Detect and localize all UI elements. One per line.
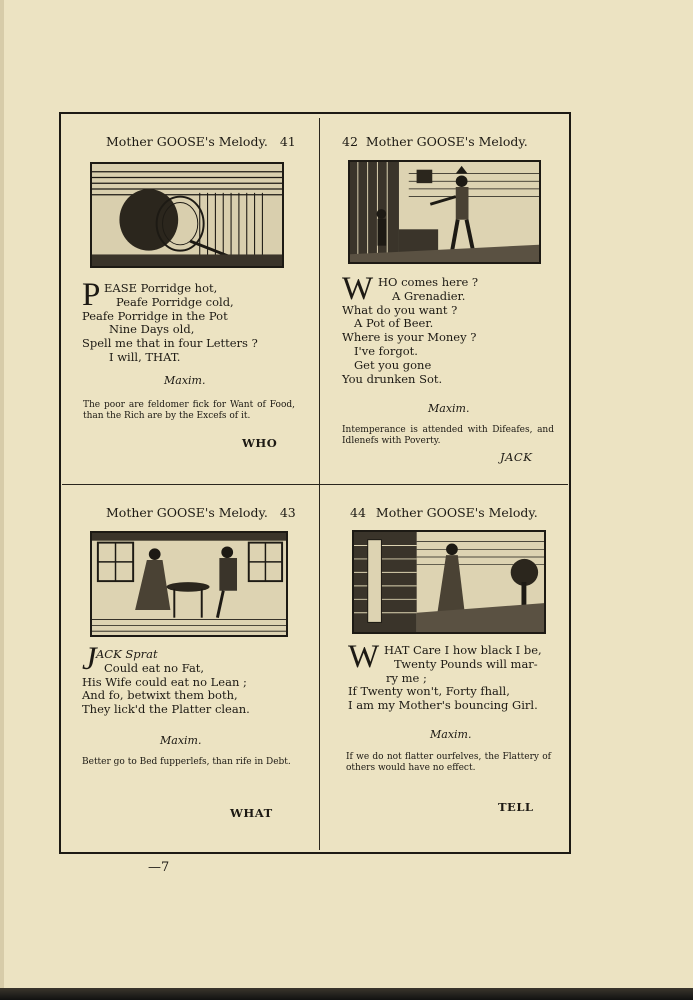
- header-title: Mother GOOSE's Melody.: [365, 134, 528, 149]
- drop-cap: P: [82, 277, 101, 313]
- verse-line: Could eat no Fat,: [104, 660, 205, 675]
- verse-line: His Wife could eat no Lean ;: [82, 674, 247, 689]
- running-header: [106, 134, 296, 149]
- page-number-42: 42: [342, 134, 358, 149]
- page-number-43: 43: [279, 505, 296, 520]
- verse-line: I will, THAT.: [109, 349, 181, 364]
- running-header: [106, 505, 296, 520]
- drop-cap: W: [348, 639, 380, 675]
- verse-line: They lick'd the Platter clean.: [82, 702, 250, 717]
- maxim-title: Maxim.: [164, 374, 206, 387]
- drop-cap: J: [82, 641, 97, 677]
- verse-line: Where is your Money ?: [342, 330, 477, 345]
- verse-line: Get you gone: [354, 357, 432, 372]
- verse-line: Nine Days old,: [109, 322, 195, 337]
- verse-line: You drunken Sot.: [342, 371, 443, 386]
- sheet-number: —7: [148, 860, 170, 875]
- verse-line: Peafe Porridge cold,: [116, 294, 234, 309]
- page-number-44: 44: [350, 505, 366, 520]
- verse-line: What do you want ?: [342, 302, 458, 317]
- page-number-41: 41: [279, 134, 296, 149]
- verse-line: And fo, betwixt them both,: [82, 688, 238, 703]
- page-bottom-edge: [0, 988, 693, 1000]
- verse-line: Peafe Porridge in the Pot: [82, 308, 228, 323]
- verse-line: Twenty Pounds will mar-: [394, 656, 538, 671]
- catchword: JACK: [500, 450, 533, 464]
- verse-line: EASE Porridge hot,: [104, 281, 218, 295]
- running-header: [342, 134, 528, 149]
- verse-line: I've forgot.: [354, 343, 418, 358]
- verse-line: A Grenadier.: [392, 288, 466, 303]
- woodcut-porridge-pot: [90, 162, 284, 268]
- maxim-text: Intemperance is attended with Difeafes, and Idlenefs with Poverty.: [342, 425, 554, 446]
- verse: [82, 277, 258, 365]
- maxim-title: Maxim.: [160, 734, 202, 747]
- verse-line: HO comes here ?: [378, 275, 479, 289]
- verse-line: Spell me that in four Letters ?: [82, 336, 258, 351]
- running-header: [350, 505, 538, 520]
- verse-line: ACK Sprat: [96, 647, 158, 661]
- maxim-title: Maxim.: [430, 728, 472, 741]
- verse-line: I am my Mother's bouncing Girl.: [348, 698, 538, 713]
- maxim-title: Maxim.: [428, 402, 470, 415]
- horizontal-divider: [62, 484, 568, 485]
- verse-line: ry me ;: [386, 670, 427, 685]
- woodcut-grenadier: [348, 160, 541, 264]
- woodcut-jack-sprat: [90, 531, 288, 637]
- header-title: Mother GOOSE's Melody.: [375, 505, 538, 520]
- verse-line: If Twenty won't, Forty fhall,: [348, 684, 510, 699]
- maxim-text: Better go to Bed fupperlefs, than rife in Debt.: [82, 757, 291, 767]
- verse-line: HAT Care I how black I be,: [384, 643, 542, 657]
- drop-cap: W: [342, 271, 374, 307]
- verse: [342, 271, 479, 386]
- maxim-text: If we do not flatter ourfelves, the Flattery of others would have no effect.: [346, 752, 551, 773]
- header-title: Mother GOOSE's Melody.: [106, 505, 268, 520]
- page-edge: [0, 0, 4, 1000]
- woodcut-girl-in-landscape: [352, 530, 546, 634]
- header-title: Mother GOOSE's Melody.: [106, 134, 268, 149]
- verse: [82, 648, 250, 717]
- verse: [348, 639, 542, 713]
- catchword: WHAT: [230, 806, 273, 820]
- verse-line: A Pot of Beer.: [354, 316, 434, 331]
- catchword: WHO: [242, 436, 278, 450]
- maxim-text: The poor are feldomer fick for Want of Food, than the Rich are by the Excefs of it.: [83, 400, 295, 421]
- catchword: TELL: [498, 800, 534, 814]
